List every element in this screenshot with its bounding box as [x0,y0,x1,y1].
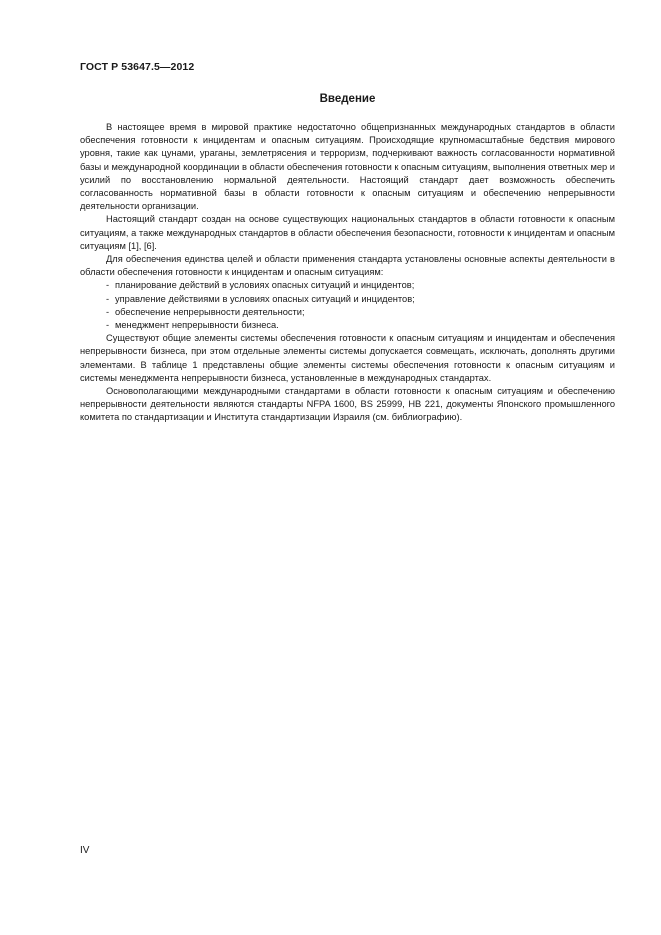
list-item [80,293,615,306]
paragraph-2: Настоящий стандарт создан на основе существующих национальных стандартов в области готовности к опасным ситуациям, а также международных стандартов в области обеспечения безопасности, готовности к инцидентам и опасным ситуациям [1], [6]. [80,214,615,251]
page-number: IV [80,845,90,856]
list-item [80,319,615,332]
list-marker: - [106,293,110,304]
list-marker: - [106,306,110,317]
paragraph-4: Существуют общие элементы системы обеспечения готовности к опасным ситуациям и инцидентам и обеспечения непрерывности бизнеса, при этом отдельные элементы системы допускается совмещать, исключать, дополнять другими элементами. В таблице 1 представлены общие элементы системы обеспечения готовности к опасным ситуациям и системы менеджмента непрерывности бизнеса, установленные в международных стандартах. [80,333,615,383]
paragraph-3: Для обеспечения единства целей и области применения стандарта установлены основные аспекты деятельности в области обеспечения готовности к инцидентам и опасным ситуациям: [80,254,615,278]
list-item [80,306,615,319]
list-marker: - [106,280,110,291]
list-item [80,279,615,292]
introduction-body [80,121,615,425]
list-item-text: управление действиями в условиях опасных ситуаций и инцидентов; [115,293,415,304]
paragraph-1: В настоящее время в мировой практике недостаточно общепризнанных международных стандартов в области обеспечения готовности к инцидентам и опасным ситуациям. Происходящие крупномасштабные бедствия мирового уровня, такие как цунами, ураганы, землетрясения и терроризм, подчеркивают важность согласованности нормативной базы и международной координации в области обеспечения готовности к опасным ситуациям, выполнения ответных мер и усилий по восстановлению нормальной деятельности. Настоящий стандарт дает возможность обеспечить согласованность нормативной базы в области готовности к опасным ситуациям и обеспечению непрерывности деятельности организации. [80,122,615,212]
paragraph-5: Основополагающими международными стандартами в области готовности к опасным ситуациям и обеспечению непрерывности деятельности являются стандарты NFPA 1600, BS 25999, HB 221, документы Японского промышленного комитета по стандартизации и Института стандартизации Израиля (см. библиографию). [80,386,615,423]
list-item-text: планирование действий в условиях опасных ситуаций и инцидентов; [115,280,415,291]
standard-designation: ГОСТ Р 53647.5—2012 [80,61,195,73]
list-item-text: обеспечение непрерывности деятельности; [115,306,305,317]
section-title: Введение [319,93,376,105]
list-item-text: менеджмент непрерывности бизнеса. [115,320,279,331]
list-marker: - [106,320,110,331]
